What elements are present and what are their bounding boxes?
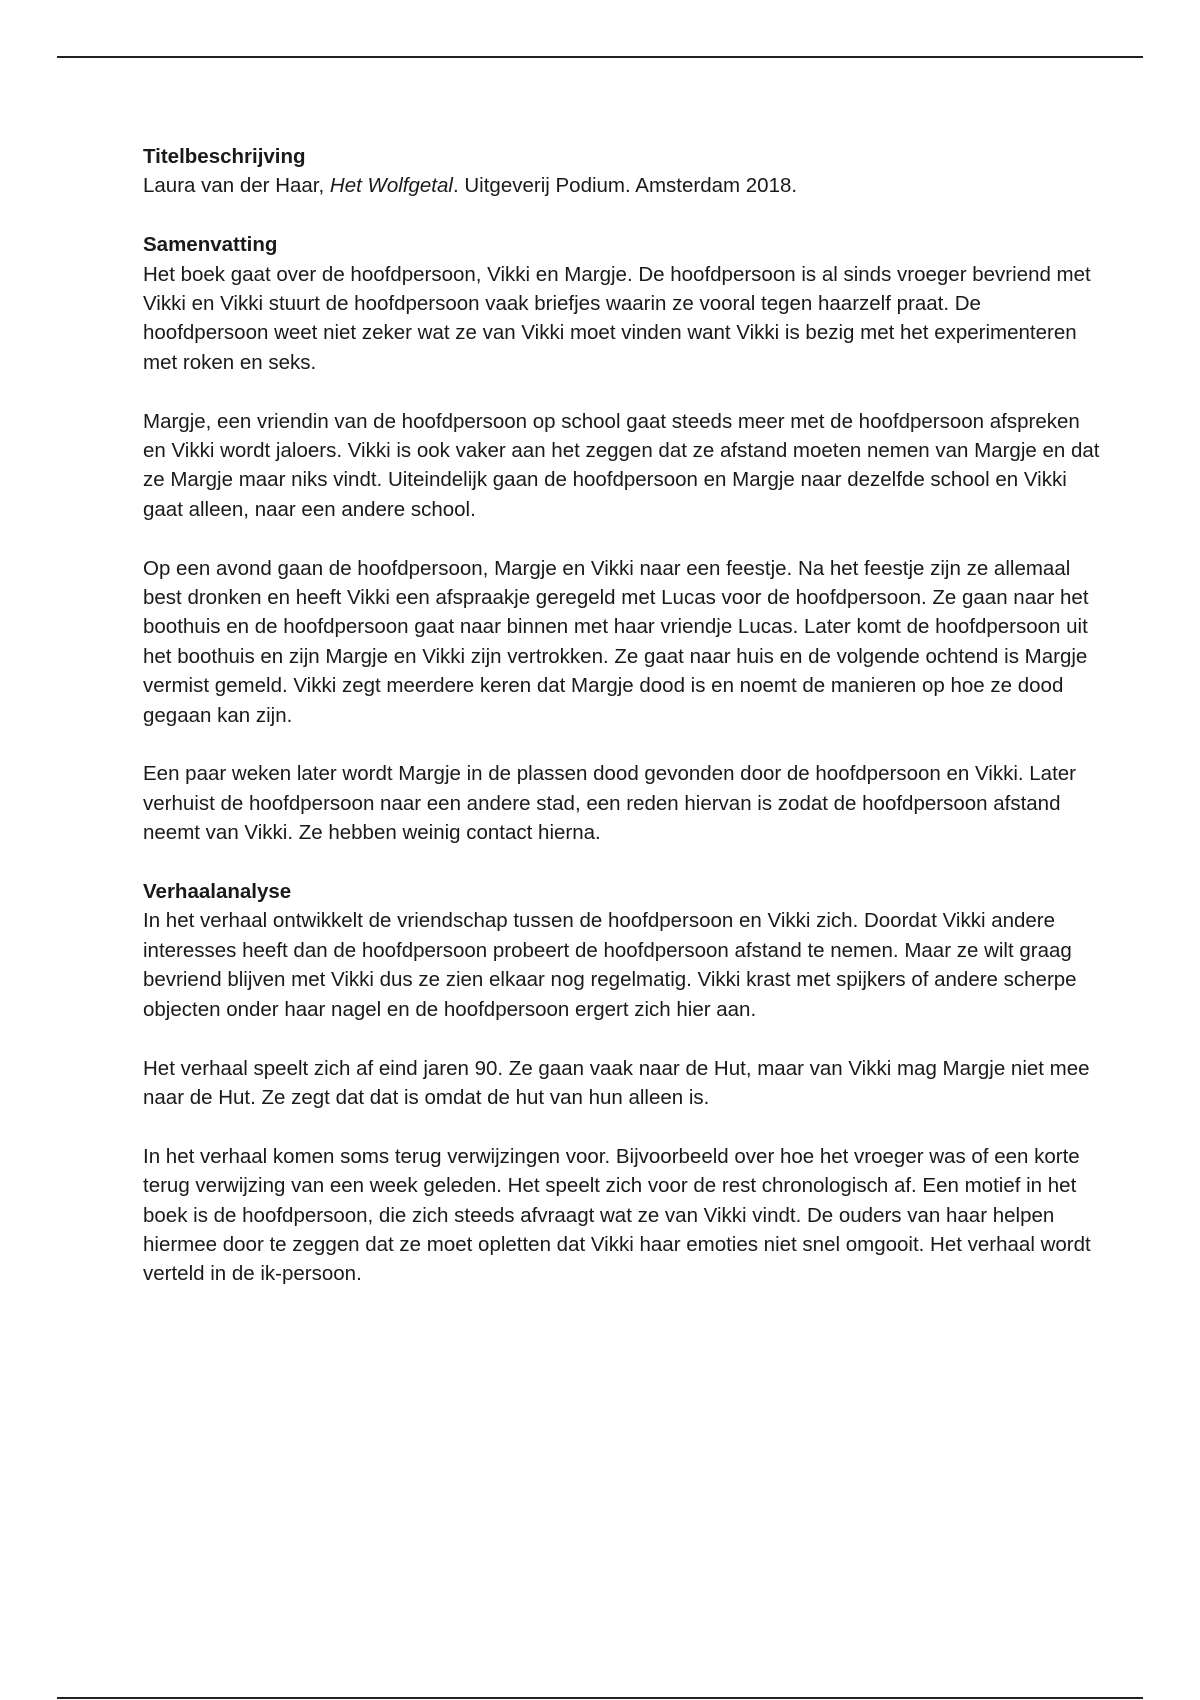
analysis-paragraph: Het verhaal speelt zich af eind jaren 90. Ze gaan vaak naar de Hut, maar van Vikki mag Margje niet mee naar de Hut. Ze zegt dat dat is omdat de hut van hun alleen is. <box>143 1056 1090 1109</box>
author-text: Laura van der Haar, <box>143 174 330 198</box>
document-body <box>143 142 1103 1289</box>
analysis-heading: Verhaalanalyse <box>143 880 292 904</box>
analysis-paragraph: In het verhaal komen soms terug verwijzingen voor. Bijvoorbeeld over hoe het vroeger was of een korte terug verwijzing van een week geleden. Het speelt zich voor de rest chronologisch af. Een motief in het boek is de hoofdpersoon, die zich steeds afvraagt wat ze van Vikki vindt. De ouders van haar helpen hiermee door te zeggen dat ze moet opletten dat Vikki haar emoties niet snel omgooit. Het verhaal wordt verteld in de ik-persoon. <box>143 1144 1091 1286</box>
publisher-text: . Uitgeverij Podium. Amsterdam 2018. <box>452 174 798 198</box>
title-description-text <box>143 171 1103 200</box>
summary-paragraph: Het boek gaat over de hoofdpersoon, Vikki en Margje. De hoofdpersoon is al sinds vroeger bevriend met Vikki en Vikki stuurt de hoofdpersoon vaak briefjes waarin ze vooral tegen haarzelf praat. De hoofdpersoon weet niet zeker wat ze van Vikki moet vinden want Vikki is bezig met het experimenteren met roken en seks. <box>143 262 1091 374</box>
summary-paragraph: Margje, een vriendin van de hoofdpersoon op school gaat steeds meer met de hoofdpersoon afspreken en Vikki wordt jaloers. Vikki is ook vaker aan het zeggen dat ze afstand moeten nemen van Margje en dat ze Margje maar niks vindt. Uiteindelijk gaan de hoofdpersoon en Margje naar dezelfde school en Vikki gaat alleen, naar een andere school. <box>143 409 1100 521</box>
summary-heading: Samenvatting <box>143 233 278 257</box>
header-rule <box>57 56 1143 58</box>
book-title: Het Wolfgetal <box>329 174 453 198</box>
summary-paragraph: Een paar weken later wordt Margje in de plassen dood gevonden door de hoofdpersoon en Vikki. Later verhuist de hoofdpersoon naar een andere stad, een reden hiervan is zodat de hoofdpersoon afstand neemt van Vikki. Ze hebben weinig contact hierna. <box>143 762 1076 845</box>
title-description-heading: Titelbeschrijving <box>143 145 306 168</box>
analysis-paragraph: In het verhaal ontwikkelt de vriendschap tussen de hoofdpersoon en Vikki zich. Doordat Vikki andere interesses heeft dan de hoofdpersoon probeert de hoofdpersoon afstand te nemen. Maar ze wilt graag bevriend blijven met Vikki dus ze zien elkaar nog regelmatig. Vikki krast met spijkers of andere scherpe objecten onder haar nagel en de hoofdpersoon ergert zich hier aan. <box>143 909 1077 1021</box>
summary-paragraph: Op een avond gaan de hoofdpersoon, Margje en Vikki naar een feestje. Na het feestje zijn ze allemaal best dronken en heeft Vikki een afspraakje geregeld met Lucas voor de hoofdpersoon. Ze gaan naar het boothuis en de hoofdpersoon gaat naar binnen met haar vriendje Lucas. Later komt de hoofdpersoon uit het boothuis en zijn Margje en Vikki zijn vertrokken. Ze gaat naar huis en de volgende ochtend is Margje vermist gemeld. Vikki zegt meerdere keren dat Margje dood is en noemt de manieren op hoe ze dood gegaan kan zijn. <box>143 556 1089 727</box>
footer-rule <box>57 1697 1143 1699</box>
